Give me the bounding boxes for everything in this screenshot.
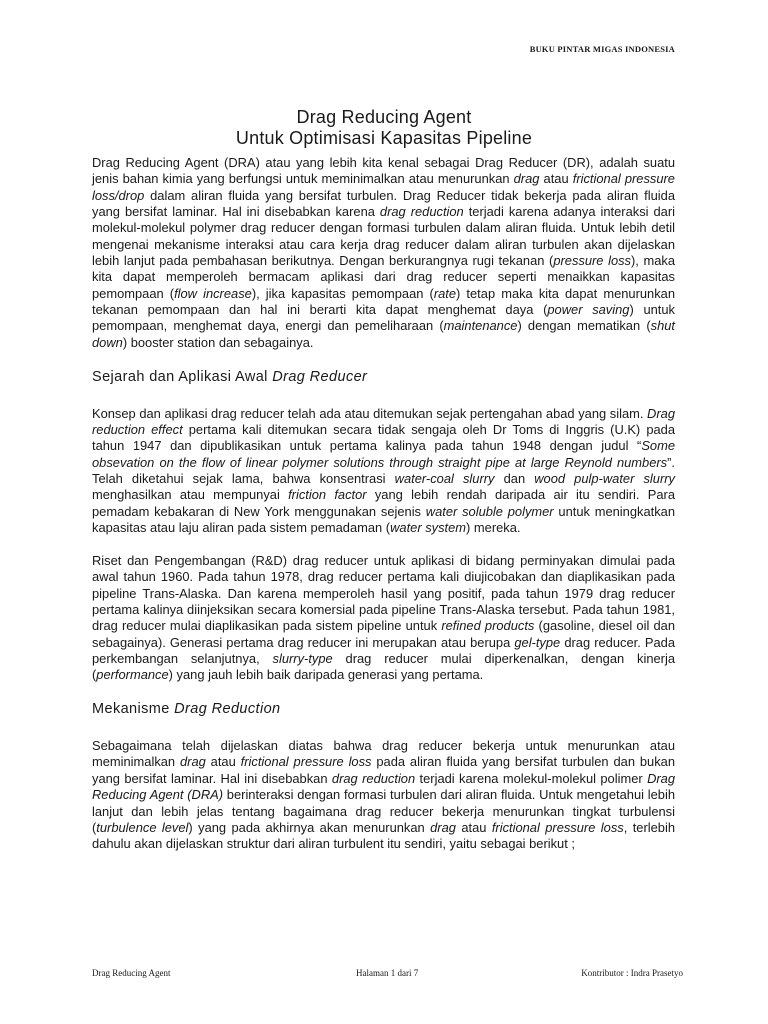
text-run: Sejarah dan Aplikasi Awal bbox=[92, 368, 273, 385]
sejarah-paragraph-2 bbox=[92, 553, 675, 684]
text-run: ) yang jauh lebih baik daripada generasi yang pertama. bbox=[168, 667, 484, 683]
italic-term: frictional pressure loss/drop bbox=[92, 171, 675, 203]
italic-term: friction factor bbox=[288, 487, 367, 503]
italic-term: performance bbox=[96, 667, 169, 683]
italic-term: maintenance bbox=[443, 318, 518, 334]
italic-term: frictional pressure loss bbox=[240, 754, 372, 770]
italic-term: drag reduction bbox=[331, 770, 416, 786]
text-run: dalam aliran fluida yang bersifat turbulen. Drag Reducer tidak bekerja pada aliran fluida yang bersifat laminar. Hal ini disebabkan karena bbox=[92, 187, 675, 220]
text-run: terjadi karena molekul-molekul polimer bbox=[415, 770, 648, 786]
text-run: ) booster station dan sebagainya. bbox=[122, 334, 314, 350]
text-run: menghasilkan atau mempunyai bbox=[92, 487, 289, 503]
title-line-1: Drag Reducing Agent bbox=[296, 107, 472, 127]
text-run: dan bbox=[494, 471, 535, 486]
footer-title: Drag Reducing Agent bbox=[92, 968, 171, 978]
italic-term: refined products bbox=[441, 618, 535, 634]
text-run: yang lebih rendah daripada air itu sendiri. Para pemadam kebakaran di New York menggunakan sejenis bbox=[92, 487, 675, 519]
italic-term: drag reduction bbox=[379, 204, 464, 220]
italic-term: power saving bbox=[547, 302, 630, 318]
text-run: pertama kali ditemukan secara tidak sengaja oleh Dr Toms di Inggris (U.K) pada tahun 1947 dan dipublikasikan untuk pertama kalinya pada tahun 1948 dengan judul “ bbox=[92, 421, 675, 454]
text-run: atau bbox=[205, 754, 241, 770]
italic-term: drag bbox=[179, 754, 206, 770]
italic-term: rate bbox=[433, 285, 457, 301]
footer-page-number: Halaman 1 dari 7 bbox=[356, 968, 419, 978]
text-run: Sebagaimana telah dijelaskan diatas bahwa drag reducer bekerja untuk menurunkan atau meminimalkan bbox=[92, 738, 675, 770]
text-run: ) tetap maka kita dapat menurunkan tekanan pemompaan dan hal ini berarti kita dapat menghemat daya ( bbox=[92, 285, 675, 318]
text-run: atau bbox=[539, 171, 573, 187]
italic-term: Drag Reducing Agent (DRA) bbox=[92, 770, 676, 803]
italic-term: gel-type bbox=[514, 634, 561, 650]
text-run: pada aliran fluida yang bersifat turbulen dan bukan yang bersifat laminar. Hal ini disebabkan bbox=[92, 754, 675, 786]
title-line-2: Untuk Optimisasi Kapasitas Pipeline bbox=[235, 128, 533, 148]
text-run: ), maka kita dapat memperoleh bermacam aplikasi dari drag reducer seperti menaikkan kapasitas pemompaan ( bbox=[92, 253, 675, 301]
text-run: drag reducer mulai diperkenalkan, dengan kinerja ( bbox=[92, 650, 675, 683]
mekanisme-paragraph-1 bbox=[92, 738, 675, 852]
italic-term: pressure loss bbox=[553, 253, 631, 269]
text-run: ) untuk pemompaan, menghemat daya, energi dan pemeliharaan ( bbox=[92, 302, 675, 334]
text-run: atau bbox=[455, 819, 492, 835]
text-run: ) dengan mematikan ( bbox=[517, 318, 651, 334]
section-heading-mekanisme bbox=[92, 700, 675, 718]
text-run: terjadi karena adanya interaksi dari molekul-molekul polymer drag reducer dengan formasi turbulen dalam aliran fluida. Untuk lebih detil mengenai mekanisme interaksi atau cara kerja drag reducer dalam aliran turbulen akan dijelaskan lebih lanjut pada pembahasan berikutnya. Dengan berkurangnya rugi tekanan ( bbox=[92, 204, 676, 269]
text-run: Drag Reducing Agent (DRA) atau yang lebih kita kenal sebagai Drag Reducer (DR), adalah suatu jenis bahan kimia yang berfungsi untuk meminimalkan atau menurunkan bbox=[92, 155, 675, 187]
text-run: Riset dan Pengembangan (R&D) drag reducer untuk aplikasi di bidang perminyakan dimulai pada awal tahun 1960. Pada tahun 1978, drag reducer pertama kali diujicobakan dan diaplikasikan pada pipeline Trans-Alaska. Dan karena memperoleh hasil yang positif, pada tahun 1979 drag reducer pertama kalinya diinjeksikan secara komersial pada pipeline Trans-Alaska tersebut. Pada tahun 1981, drag reducer mulai diaplikasikan pada sistem pipeline untuk bbox=[92, 552, 675, 634]
text-run: , terlebih dahulu akan dijelaskan struktur dari aliran turbulent itu sendiri, yaitu sebagai berikut ; bbox=[92, 819, 675, 852]
italic-term: shut down bbox=[92, 318, 675, 350]
sejarah-paragraph-1 bbox=[92, 406, 675, 537]
document-title bbox=[0, 107, 768, 149]
italic-term: Drag Reducer bbox=[272, 368, 368, 385]
text-run: ), jika kapasitas pemompaan ( bbox=[251, 285, 434, 301]
italic-term: slurry-type bbox=[272, 650, 333, 666]
italic-term: water soluble polymer bbox=[425, 503, 554, 519]
footer-contributor: Kontributor : Indra Prasetyo bbox=[581, 968, 683, 978]
italic-term: Some obsevation on the flow of linear polymer solutions through straight pipe at large Reynold numbers bbox=[92, 438, 675, 470]
italic-term: Drag reduction effect bbox=[92, 405, 675, 437]
italic-term: frictional pressure loss bbox=[491, 819, 624, 835]
italic-term: wood pulp-water slurry bbox=[534, 471, 675, 486]
italic-term: flow increase bbox=[174, 285, 252, 301]
italic-term: drag bbox=[513, 171, 540, 187]
italic-term: Drag Reduction bbox=[174, 701, 281, 718]
text-run: (gasoline, diesel oil dan sebagainya). Generasi pertama drag reducer ini merupakan atau berupa bbox=[92, 618, 675, 650]
italic-term: water-coal slurry bbox=[394, 471, 495, 486]
text-run: ”. Telah diketahui sejak lama, bahwa konsentrasi bbox=[92, 454, 675, 486]
italic-term: water system bbox=[390, 520, 467, 536]
text-run: untuk meningkatkan kapasitas atau laju aliran pada sistem pemadaman ( bbox=[92, 503, 675, 536]
section-heading-sejarah bbox=[92, 368, 675, 386]
text-run: ) mereka. bbox=[466, 520, 521, 536]
italic-term: drag bbox=[430, 819, 456, 835]
text-run: ) yang pada akhirnya akan menurunkan bbox=[188, 819, 431, 835]
italic-term: turbulence level bbox=[96, 819, 189, 835]
running-header: BUKU PINTAR MIGAS INDONESIA bbox=[529, 44, 675, 54]
text-run: drag reducer. Pada perkembangan selanjutnya, bbox=[92, 634, 675, 666]
text-run: berinteraksi dengan formasi turbulen dari aliran fluida. Untuk mengetahui lebih lanjut dan lebih jelas tentang bagaimana drag reducer bekerja menurunkan tingkat turbulensi ( bbox=[92, 787, 675, 835]
intro-paragraph bbox=[92, 155, 675, 351]
document-body bbox=[92, 155, 675, 869]
text-run: Mekanisme bbox=[92, 701, 175, 718]
text-run: Konsep dan aplikasi drag reducer telah ada atau ditemukan sejak pertengahan abad yang silam. bbox=[92, 405, 648, 421]
